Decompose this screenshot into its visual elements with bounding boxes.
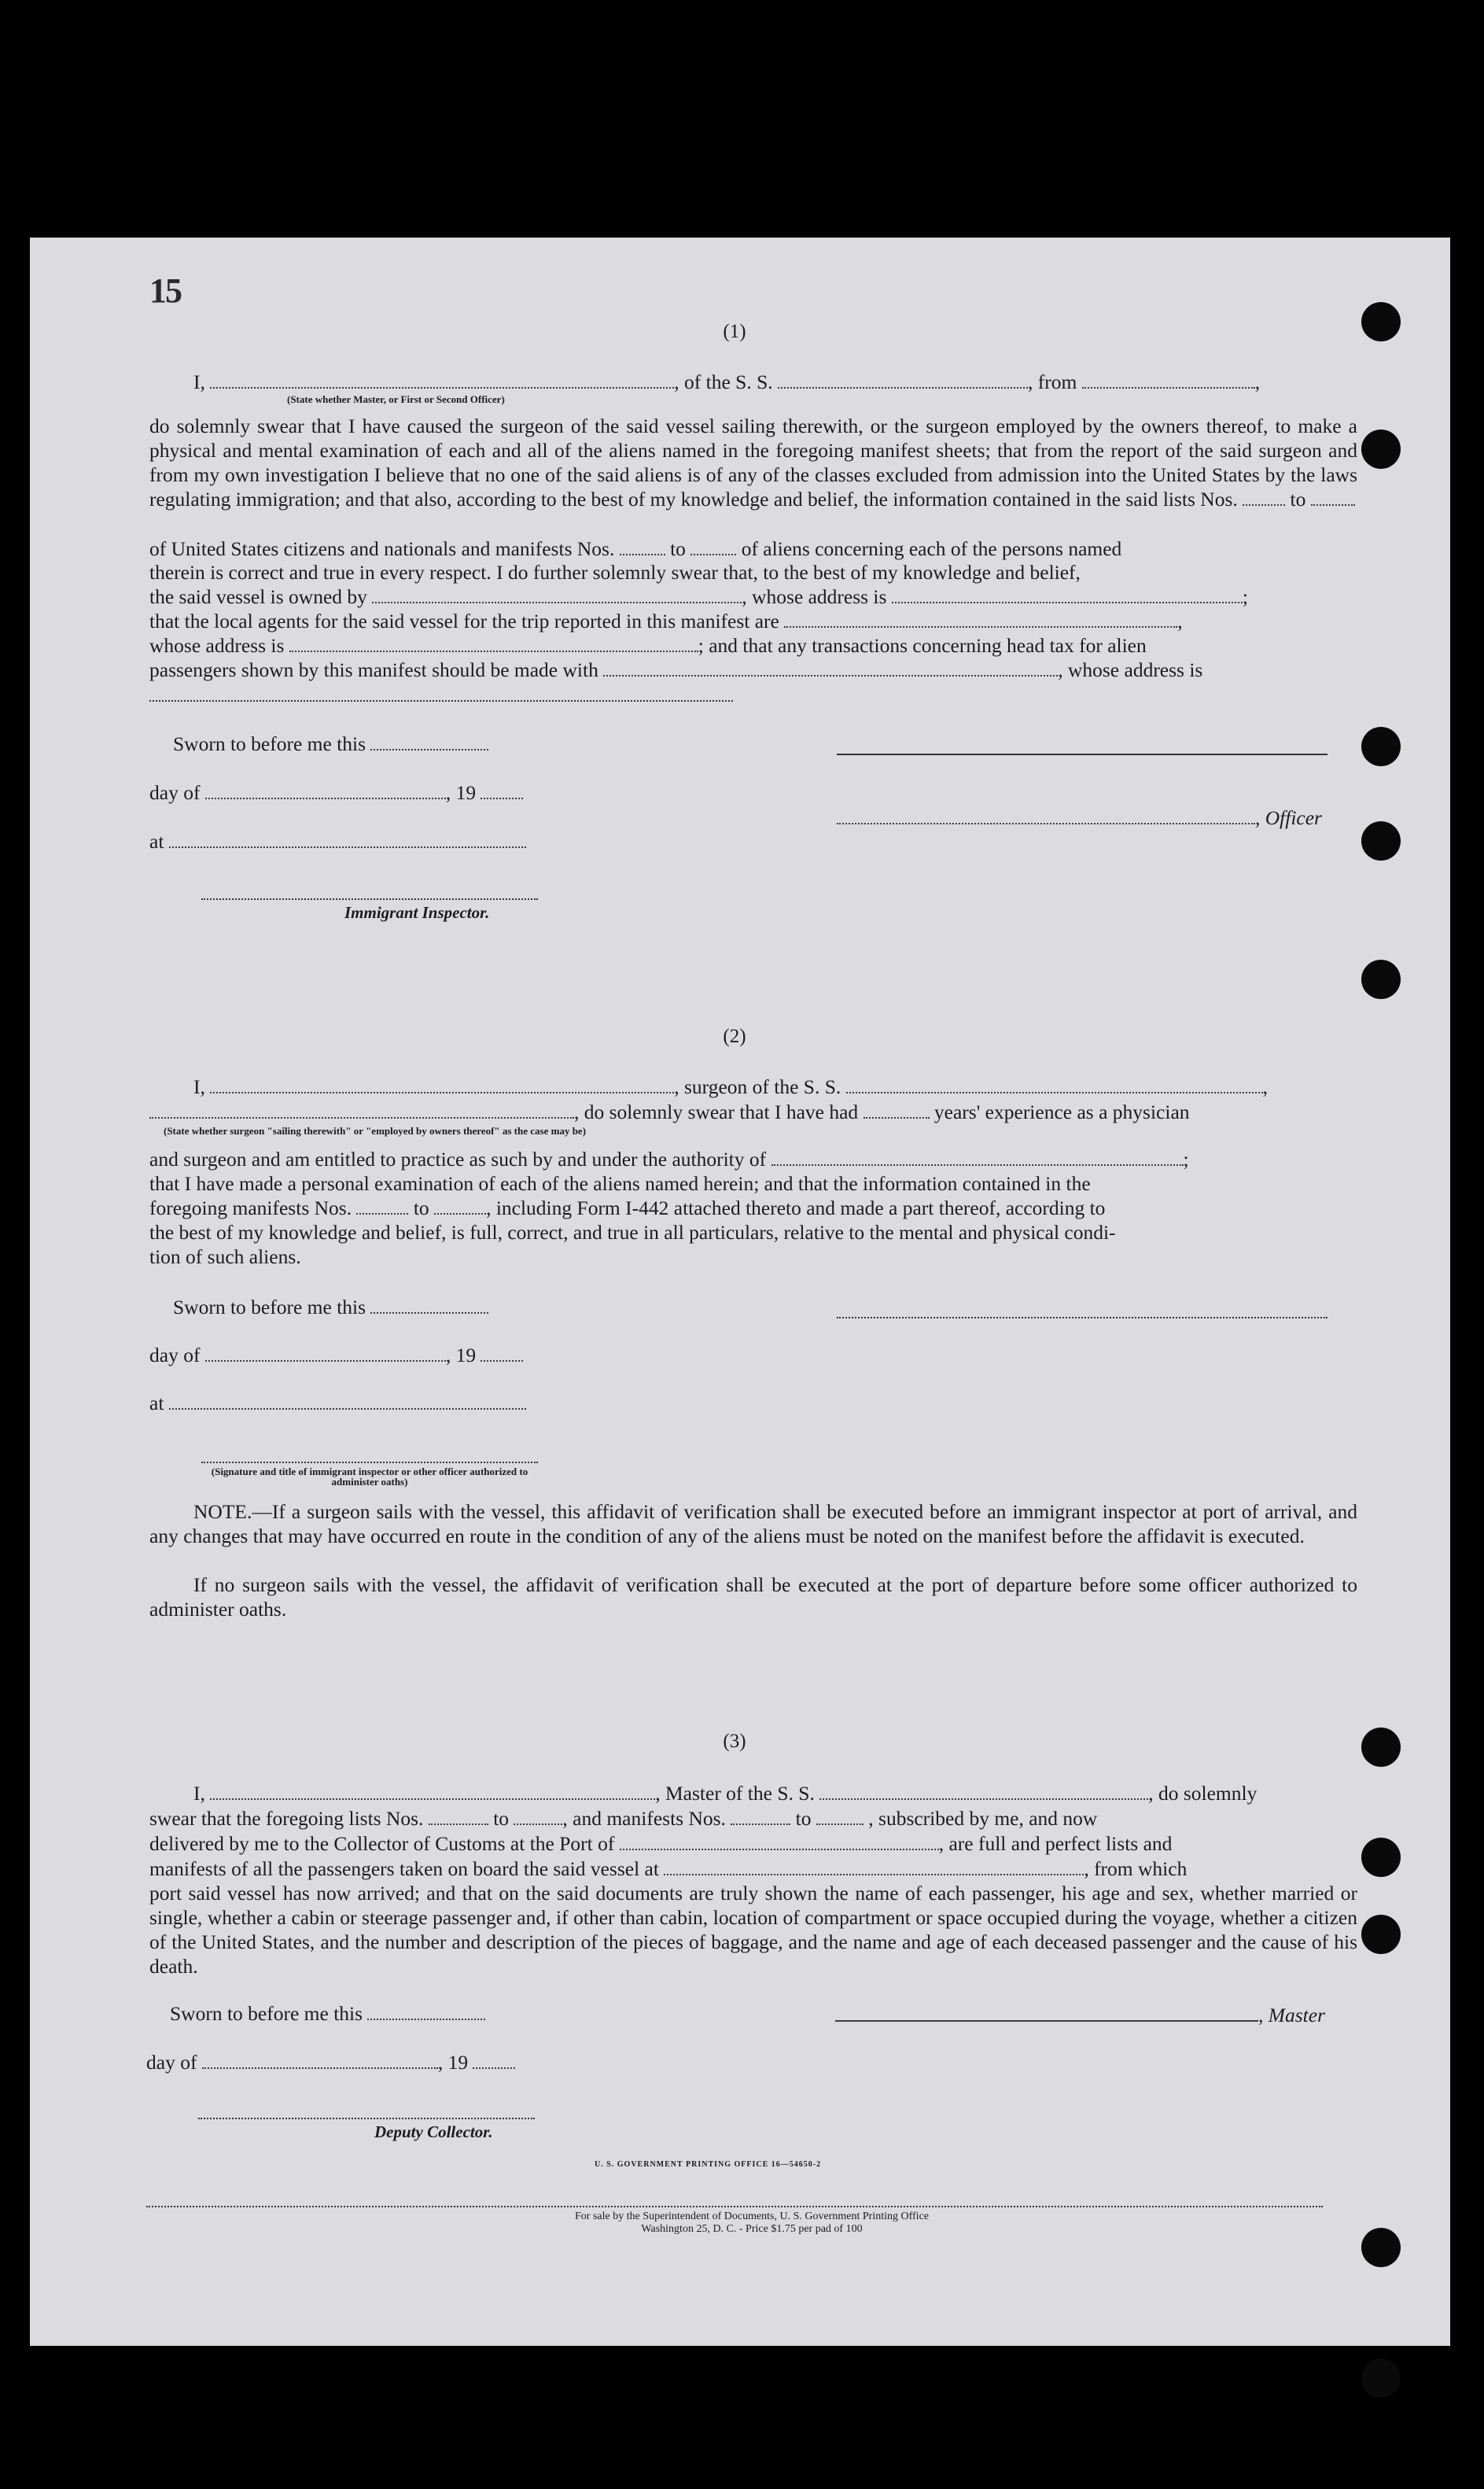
manifest-to-field[interactable] — [816, 1808, 864, 1825]
master-row — [835, 2003, 1325, 2027]
authority-field[interactable] — [771, 1149, 1184, 1166]
port-from-field[interactable] — [1082, 371, 1255, 389]
from-label: , from — [1028, 371, 1077, 393]
note-paragraph-2: If no surgeon sails with the vessel, the affidavit of verification shall be executed at the port of departure before some officer authorized to administer oaths. — [149, 1573, 1357, 1621]
day-of-row — [149, 1343, 523, 1367]
sworn-date-field[interactable] — [370, 1296, 488, 1314]
sworn-date-field[interactable] — [370, 733, 488, 750]
day-of-field[interactable] — [205, 1344, 446, 1362]
address-label: whose address is — [149, 634, 285, 657]
surgeon-signature-field[interactable] — [837, 1317, 1327, 1318]
at-label: at — [149, 1392, 164, 1414]
section-2-line-authority: and surgeon and am entitled to practice as such by and under the authority of ; — [149, 1148, 1189, 1171]
day-of-label: day of — [149, 781, 201, 804]
surgeon-name-field[interactable] — [210, 1076, 674, 1093]
address-continuation-field[interactable] — [149, 700, 733, 702]
at-label: at — [149, 830, 164, 853]
agents-address-field[interactable] — [289, 635, 698, 652]
section-1-line-therein: therein is correct and true in every respect. I do further solemnly swear that, to the best of my knowledge and belief, — [149, 561, 1081, 584]
section-3-line-3 — [149, 1831, 1172, 1856]
years-label: years' experience as a physician — [933, 1101, 1190, 1123]
list-from-field[interactable] — [1243, 489, 1285, 506]
note-text: —If a surgeon sails with the vessel, this affidavit of verification shall be executed before an immigrant inspector at port of arrival, and any changes that may have occurred en route in the condition of any of the aliens must be noted on the manifest before the affidavit is executed. — [149, 1500, 1357, 1547]
year-label: , 19 — [445, 1344, 477, 1366]
owner-field[interactable] — [372, 586, 742, 603]
deputy-signature-field[interactable] — [198, 2118, 535, 2119]
binder-hole — [1361, 1728, 1401, 1767]
vessel-name-field[interactable] — [778, 371, 1028, 389]
day-of-label: day of — [149, 1344, 201, 1366]
signature-note: (Signature and title of immigrant inspector or other officer authorized to administer oaths) — [211, 1466, 528, 1488]
surgeon-of-label: , surgeon of the S. S. — [674, 1075, 841, 1098]
sale-notice — [453, 2211, 1051, 2236]
manifest-from-field[interactable] — [356, 1197, 408, 1215]
passengers-label: passengers shown by this manifest should be made with — [149, 658, 598, 681]
section-3-line-2 — [149, 1806, 1097, 1831]
note-label: NOTE. — [193, 1500, 252, 1523]
to-label: to — [670, 537, 686, 560]
list-to-field[interactable] — [514, 1808, 562, 1825]
address-label: , whose address is — [1058, 658, 1203, 681]
lists-label: swear that the foregoing lists Nos. — [149, 1807, 424, 1830]
oath-text: do solemnly swear that I have caused the surgeon of the said vessel sailing therewith, or the surgeon employed by the owners thereof, to make a physical and mental examination of each and all of the aliens named in the foregoing manifest sheets; that from the report of the said surgeon and from my own investigation I believe that no one of the said aliens is of any of the classes excluded from admission into the United States by the laws regulating immigration; and that also, according to the best of my knowledge and belief, the information contained in the said lists Nos. — [149, 415, 1357, 511]
manifest-to-field[interactable] — [690, 538, 736, 555]
form-sheet — [30, 238, 1450, 2346]
sworn-row — [173, 1295, 488, 1319]
list-to-field[interactable] — [1311, 489, 1355, 506]
master-signature-field[interactable] — [835, 2004, 1258, 2022]
binder-hole — [1361, 821, 1401, 861]
owner-address-field[interactable] — [892, 586, 1243, 603]
at-place-field[interactable] — [169, 831, 526, 848]
manifests-of-label: manifests of all the passengers taken on board the said vessel at — [149, 1857, 659, 1880]
sale-line-2: Washington 25, D. C. - Price $1.75 per pad of 100 — [641, 2223, 863, 2235]
section-1-number: (1) — [723, 321, 746, 342]
printing-imprint: U. S. GOVERNMENT PRINTING OFFICE 16—54650-2 — [595, 2160, 822, 2169]
head-tax-field[interactable] — [603, 659, 1058, 677]
inspector-signature-field[interactable] — [201, 1462, 538, 1463]
years-field[interactable] — [864, 1101, 930, 1119]
list-from-field[interactable] — [429, 1808, 488, 1825]
intro-label: I, — [193, 371, 205, 393]
manifest-from-field[interactable] — [731, 1808, 790, 1825]
to-label: to — [493, 1807, 510, 1830]
binder-hole — [1361, 2358, 1401, 2398]
sale-line-1: For sale by the Superintendent of Documents, U. S. Government Printing Office — [575, 2211, 929, 2222]
sworn-row — [170, 2001, 485, 2026]
do-solemnly-label: , do solemnly — [1148, 1782, 1258, 1805]
deputy-caption: Deputy Collector. — [374, 2122, 493, 2141]
binder-hole — [1361, 1915, 1401, 1954]
section-2-line-manifests — [149, 1196, 1105, 1220]
day-of-field[interactable] — [202, 2052, 438, 2069]
officer-row — [837, 806, 1322, 830]
agents-label: that the local agents for the said vessel for the trip reported in this manifest are — [149, 610, 779, 632]
to-label: to — [795, 1807, 812, 1830]
section-2-line-tion: tion of such aliens. — [149, 1245, 301, 1268]
manifests-label: , and manifests Nos. — [562, 1807, 726, 1830]
sworn-label: Sworn to before me this — [173, 732, 366, 755]
corner-mark: 15 — [149, 271, 181, 310]
section-1-line-agents: that the local agents for the said vessel for the trip reported in this manifest are , — [149, 610, 1183, 632]
aliens-label: of aliens concerning each of the persons named — [741, 537, 1122, 560]
sworn-label: Sworn to before me this — [170, 2002, 363, 2025]
binder-hole — [1361, 302, 1401, 341]
section-2-line-best: the best of my knowledge and belief, is full, correct, and true in all particulars, relative to the mental and physical condi- — [149, 1221, 1116, 1244]
section-2-line-2 — [149, 1100, 1190, 1124]
address-label: , whose address is — [742, 585, 887, 608]
year-field[interactable] — [481, 782, 523, 799]
section-1-line-1: I, , of the S. S. , from , — [193, 371, 1261, 393]
swear-label: , do solemnly swear that I have had — [574, 1101, 859, 1123]
embark-port-field[interactable] — [664, 1858, 1084, 1875]
binder-hole — [1361, 1838, 1401, 1877]
agents-field[interactable] — [784, 610, 1177, 628]
at-row — [149, 829, 526, 854]
day-of-field[interactable] — [205, 782, 446, 799]
inspector-caption: Immigrant Inspector. — [344, 903, 490, 922]
year-label: , 19 — [445, 781, 477, 804]
at-place-field[interactable] — [169, 1392, 526, 1410]
section-1-body — [149, 414, 1357, 511]
of-the-ss-label: , of the S. S. — [674, 371, 773, 393]
section-3-number: (3) — [723, 1731, 746, 1752]
manifest-from-field[interactable] — [620, 538, 665, 555]
officer-name-field[interactable] — [210, 371, 674, 389]
to-label: to — [1290, 488, 1306, 511]
form-i442-label: , including Form I-442 attached thereto and made a part thereof, according to — [486, 1197, 1106, 1219]
master-label: , Master — [1258, 2004, 1325, 2026]
to-label: to — [413, 1197, 429, 1219]
intro-label: I, — [193, 1782, 205, 1805]
section-2-line-1: I, , surgeon of the S. S. , — [193, 1075, 1269, 1098]
manifests-label: foregoing manifests Nos. — [149, 1197, 352, 1219]
delivered-label: delivered by me to the Collector of Customs at the Port of — [149, 1832, 615, 1855]
officer-label: , Officer — [1255, 806, 1322, 829]
vessel-name-field[interactable] — [846, 1076, 1263, 1093]
binder-hole — [1361, 430, 1401, 469]
footer-rule — [146, 2206, 1323, 2207]
section-3-body: port said vessel has now arrived; and that on the said documents are truly shown the name of each passenger, his age and sex, whether married or single, whether a cabin or steerage passenger and, if other than cabin, location of compartment or space occupied during the voyage, whether a citizen of the United States, and the number and description of the pieces of baggage, and the name and age of each deceased passenger and the cause of his death. — [149, 1882, 1357, 1978]
master-of-label: , Master of the S. S. — [655, 1782, 815, 1805]
intro-label: I, — [193, 1075, 205, 1098]
year-label: , 19 — [437, 2051, 469, 2074]
sworn-label: Sworn to before me this — [173, 1296, 366, 1318]
surgeon-note: (State whether surgeon "sailing therewith" or "employed by owners thereof" as the case may be) — [164, 1125, 587, 1137]
section-3-line-4 — [149, 1857, 1187, 1881]
vessel-name-field[interactable] — [819, 1783, 1148, 1800]
binder-hole — [1361, 727, 1401, 766]
officer-signature-field[interactable] — [837, 807, 1255, 824]
section-1-line-owned: the said vessel is owned by , whose address is ; — [149, 585, 1248, 608]
section-3-line-1 — [193, 1781, 1257, 1805]
port-field[interactable] — [620, 1833, 939, 1850]
day-of-row — [146, 2050, 515, 2074]
full-perfect-label: , are full and perfect lists and — [938, 1832, 1173, 1855]
year-field[interactable] — [473, 2052, 515, 2069]
section-1-line-manifests — [149, 537, 1121, 561]
section-1-line-address — [149, 633, 1147, 658]
sworn-row — [173, 732, 488, 756]
binder-hole — [1361, 960, 1401, 999]
sworn-date-field[interactable] — [367, 2003, 485, 2020]
section-2-number: (2) — [723, 1026, 746, 1047]
officer-note: (State whether Master, or First or Second Officer) — [287, 393, 505, 405]
signature-line[interactable] — [837, 754, 1327, 755]
day-of-row — [149, 780, 523, 805]
binder-hole — [1361, 2228, 1401, 2267]
from-which-label: , from which — [1084, 1857, 1188, 1880]
at-row — [149, 1391, 526, 1415]
master-name-field[interactable] — [210, 1783, 655, 1800]
authority-label: and surgeon and am entitled to practice as such by and under the authority of — [149, 1148, 767, 1171]
surgeon-status-field[interactable] — [149, 1101, 574, 1119]
manifest-to-field[interactable] — [434, 1197, 486, 1215]
manifests-label: of United States citizens and nationals and manifests Nos. — [149, 537, 615, 560]
note-paragraph — [149, 1499, 1357, 1548]
head-tax-label: ; and that any transactions concerning head tax for alien — [698, 634, 1147, 657]
section-1-line-passengers — [149, 658, 1202, 682]
day-of-label: day of — [146, 2051, 197, 2074]
year-field[interactable] — [481, 1344, 523, 1362]
inspector-signature-field[interactable] — [201, 898, 538, 900]
section-2-line-exam: that I have made a personal examination of each of the aliens named herein; and that the information contained in the — [149, 1172, 1091, 1195]
subscribed-label: , subscribed by me, and now — [868, 1807, 1098, 1830]
owned-by-label: the said vessel is owned by — [149, 585, 367, 608]
